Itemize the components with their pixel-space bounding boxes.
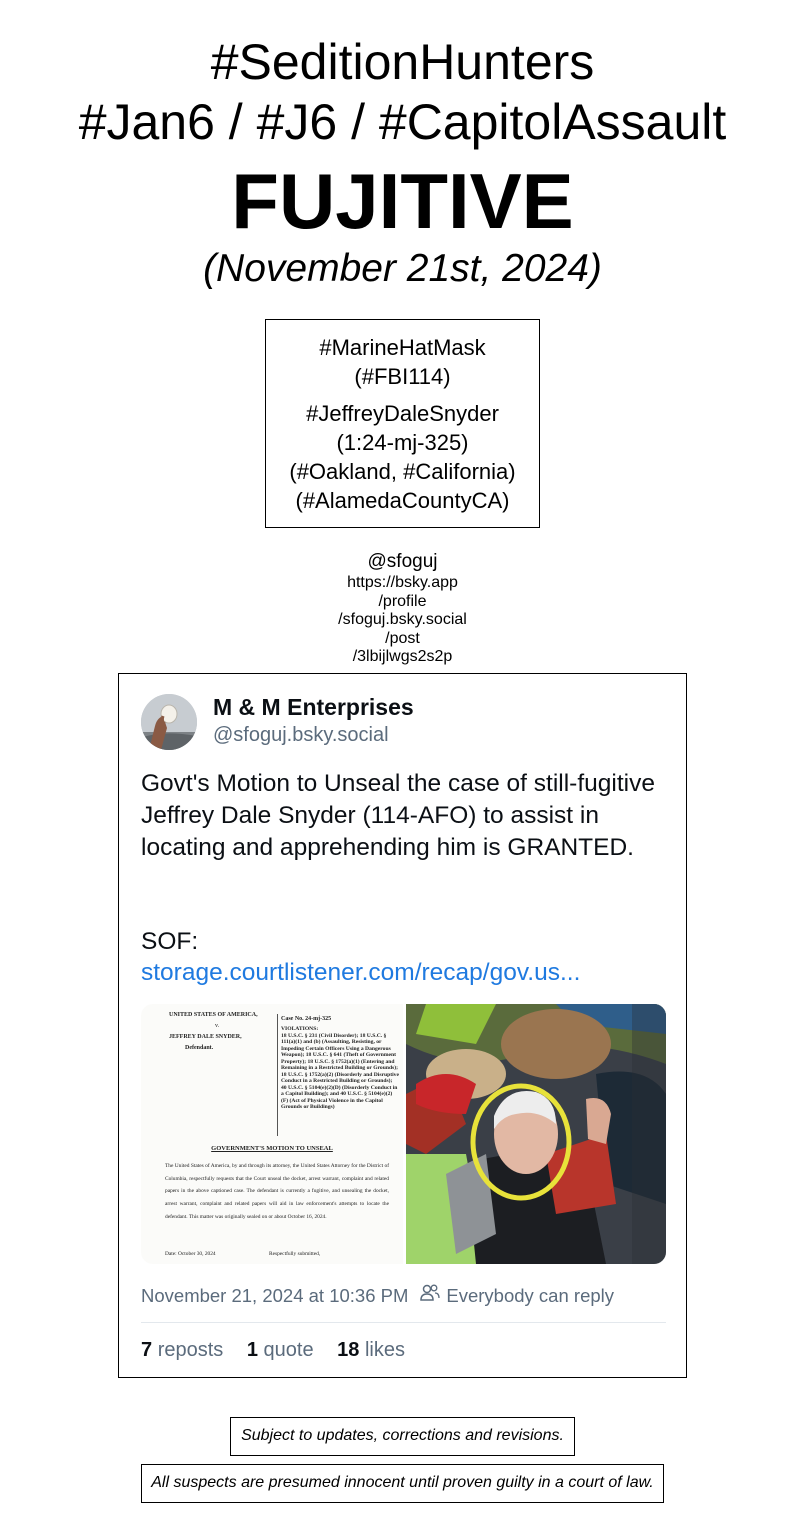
- people-icon: [420, 1284, 440, 1307]
- doc-party1: UNITED STATES OF AMERICA,: [169, 1012, 258, 1018]
- doc-body: The United States of America, by and through its attorney, the United States Attorney for the District of Columbia, respectfully requests that the Court unseal the docket, arrest warrant, complaint and related papers in the above captioned case. The defendant is currently a fugitive, and unsealing the docket, arrest warrant, complaint and related papers will aid in law enforcement's attempts to locate the defendant. This matter was originally sealed on or about October 16, 2024.: [165, 1163, 389, 1220]
- source-url-line[interactable]: /post: [385, 629, 420, 647]
- doc-violations: [281, 1026, 399, 1111]
- post-stats: [141, 1339, 423, 1362]
- post-meta: [141, 1284, 614, 1307]
- divider: [141, 1322, 666, 1323]
- likes-label: likes: [364, 1339, 405, 1361]
- doc-title: GOVERNMENT'S MOTION TO UNSEAL: [211, 1145, 333, 1152]
- tag-location: (#Oakland, #California): [289, 459, 516, 484]
- source-url-line[interactable]: https://bsky.app: [347, 574, 458, 591]
- headline: FUJITIVE: [231, 157, 574, 245]
- suspect-tag-box: [265, 319, 540, 528]
- doc-signoff: Respectfully submitted,: [269, 1251, 321, 1257]
- reposts-count: 7: [141, 1339, 153, 1361]
- header-hashtags-line1: #SeditionHunters: [210, 34, 595, 90]
- source-handle: @sfoguj: [367, 551, 438, 572]
- reply-setting: Everybody can reply: [446, 1284, 615, 1306]
- likes-count: 18: [337, 1339, 360, 1361]
- doc-violations-text: 18 U.S.C. § 231 (Civil Disorder); 18 U.S.C. § 111(a)(1) and (b) (Assaulting, Resisting, or Impeding Certain Officers Using a Dangerous Weapon); 18 U.S.C. § 641 (Theft of Government Property); 18 U.S.C. § 1752(a)(1) (Entering and Remaining in a Restricted Building or Grounds); 18 U.S.C. § 1752(a)(2) (Disorderly and Disruptive Conduct in a Restricted Building or Grounds); 40 U.S.C. § 5104(e)(2)(D) (Disorderly Conduct in a Capitol Building); and 40 U.S.C. § 5104(e)(2)(F) (Act of Physical Violence in the Capitol Grounds or Buildings): [281, 1032, 399, 1110]
- source-url-line[interactable]: /3lbijlwgs2s2p: [352, 648, 453, 666]
- tag-suspect-name: #JeffreyDaleSnyder: [306, 401, 499, 426]
- doc-party2: JEFFREY DALE SNYDER,: [169, 1034, 242, 1040]
- disclaimer-updates: Subject to updates, corrections and revisions.: [230, 1417, 575, 1456]
- author-handle[interactable]: @sfoguj.bsky.social: [213, 724, 389, 746]
- quotes-count: 1: [246, 1339, 258, 1361]
- disclaimer-presumed-innocent: All suspects are presumed innocent until proven guilty in a court of law.: [141, 1464, 664, 1503]
- quotes-stat[interactable]: [247, 1339, 314, 1361]
- tag-case-number: (1:24-mj-325): [336, 430, 469, 455]
- doc-case-number: Case No. 24-mj-325: [281, 1016, 332, 1022]
- court-document-image[interactable]: [141, 1004, 403, 1264]
- doc-divider: [277, 1014, 278, 1136]
- bluesky-post-card: [118, 673, 687, 1378]
- headline-date: (November 21st, 2024): [203, 247, 602, 290]
- source-url-line[interactable]: /sfoguj.bsky.social: [338, 611, 467, 629]
- tag-marine-hat-mask: #MarineHatMask: [319, 335, 486, 360]
- avatar-image: [141, 694, 197, 750]
- post-link[interactable]: storage.courtlistener.com/recap/gov.us...: [141, 959, 581, 986]
- doc-versus: v.: [215, 1023, 220, 1029]
- author-name[interactable]: M & M Enterprises: [213, 694, 414, 720]
- reposts-label: reposts: [157, 1339, 224, 1361]
- post-media[interactable]: [141, 1004, 666, 1264]
- doc-defendant: Defendant.: [185, 1045, 214, 1051]
- doc-violations-label: VIOLATIONS:: [281, 1026, 319, 1032]
- header-hashtags-line2: #Jan6 / #J6 / #CapitolAssault: [78, 94, 727, 150]
- avatar[interactable]: [141, 694, 197, 750]
- quotes-label: quote: [263, 1339, 314, 1361]
- post-timestamp[interactable]: November 21, 2024 at 10:36 PM: [141, 1284, 409, 1306]
- post-text: Govt's Motion to Unseal the case of still-fugitive Jeffrey Dale Snyder (114-AFO) to assist in locating and apprehending him is GRANTED.: [141, 770, 655, 861]
- tag-fbi-number: (#FBI114): [354, 364, 451, 389]
- likes-stat[interactable]: [337, 1339, 405, 1361]
- tag-county: (#AlamedaCountyCA): [295, 488, 510, 513]
- reposts-stat[interactable]: [141, 1339, 223, 1361]
- post-sof-label: SOF:: [141, 928, 199, 955]
- suspect-photo[interactable]: [406, 1004, 666, 1264]
- source-attribution: [0, 550, 805, 667]
- doc-date: Date: October 30, 2024: [165, 1251, 216, 1257]
- source-url-line[interactable]: /profile: [378, 592, 427, 610]
